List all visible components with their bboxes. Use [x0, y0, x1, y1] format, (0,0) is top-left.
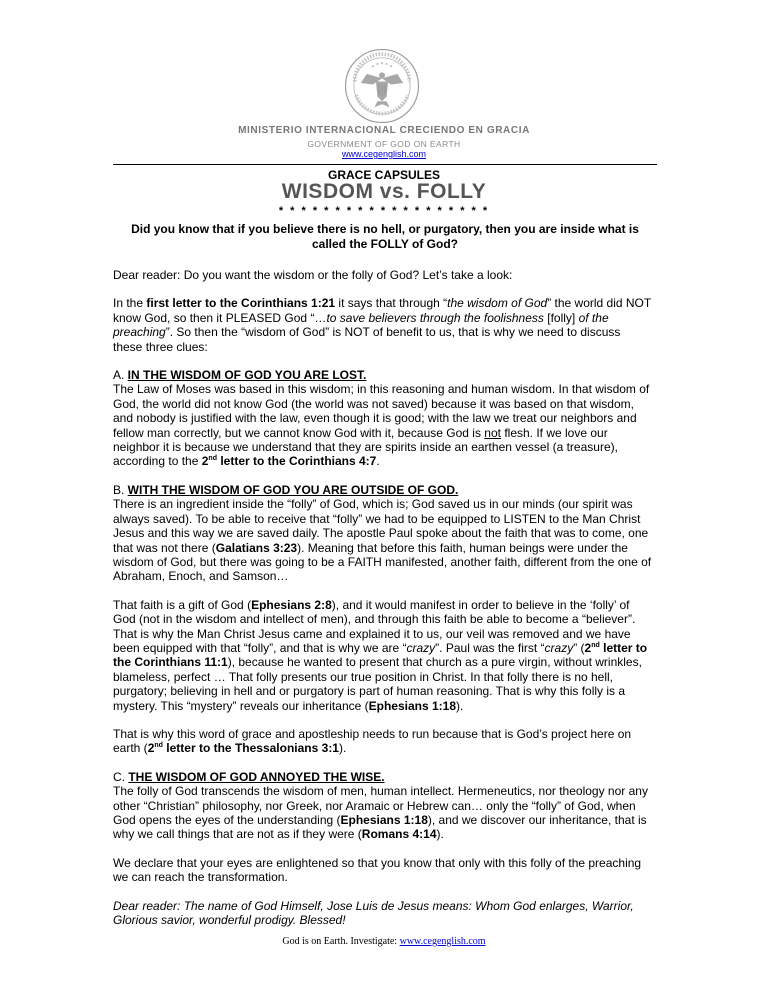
eagle-seal-icon: [344, 48, 420, 124]
section-a-heading: A. IN THE WISDOM OF GOD YOU ARE LOST.: [113, 368, 367, 383]
scripture-ref: 2nd letter to the Thessalonians 3:1: [147, 741, 339, 756]
scripture-ref: first letter to the Corinthians 1:21: [146, 296, 336, 311]
stars-divider: * * * * * * * * * * * * * * * * * * *: [278, 205, 490, 217]
government-tagline: GOVERNMENT OF GOD ON EARTH: [307, 139, 461, 149]
declaration-paragraph: We declare that your eyes are enlightened so that you know that only with this folly of the preaching we can reach the transformation.: [113, 855, 642, 885]
website-link[interactable]: www.cegenglish.com: [341, 149, 427, 159]
paragraph-corinthians: In the first letter to the Corinthians 1:21 it says that through “the wisdom of God” the world did NOT know God, so then it PLEASED God “…to save believers through the foolishness [folly] of the preaching”. So then the “wisdom of God” is NOT of benefit to us, that is why we need to discuss these three clues:: [113, 296, 652, 354]
scripture-ref: Ephesians 2:8: [251, 597, 332, 612]
scripture-ref: 2nd letter to the Corinthians 4:7: [201, 454, 377, 469]
paragraph-apostleship: That is why this word of grace and apostleship needs to run because that is God’s project here on earth (2nd letter to the Thessalonians 3:1).: [113, 726, 632, 756]
series-title: GRACE CAPSULES: [327, 168, 440, 182]
footer-text: God is on Earth. Investigate:: [282, 936, 400, 947]
article-body: [113, 268, 653, 927]
paragraph-faith: That faith is a gift of God (Ephesians 2:8), and it would manifest in order to believe in the ‘folly’ of God (not in the wisdom and intellect of men), and through this faith be able to become a “believer”. That is why the Man Christ Jesus came and explained it to us, our veil was removed and we have been equipped with that “folly”, and that is why we are “crazy”. Paul was the first “crazy” (2nd letter to the Corinthians 11:1), because he wanted to present that church as a pure virgin, without wrinkles, blameless, perfect … That folly presents our true position in Christ. In that folly there is no hell, purgatory; believing in hell and or purgatory is part of human reasoning. That is why this folly is a mystery. This “mystery” reveals our inheritance (Ephesians 1:18).: [113, 597, 648, 713]
footer: [0, 936, 768, 947]
scripture-ref: Galatians 3:23: [215, 540, 298, 555]
page-title: WISDOM vs. FOLLY: [281, 180, 487, 203]
scripture-ref: Ephesians 1:18: [368, 698, 456, 713]
section-b-heading: B. WITH THE WISDOM OF GOD YOU ARE OUTSIDE OF GOD.: [113, 482, 459, 497]
scripture-ref: 2nd letter to the Corinthians 11:1: [113, 640, 648, 670]
lead-question: Did you know that if you believe there is no hell, or purgatory, then you are inside what is called the FOLLY of God?: [131, 222, 639, 251]
section-a-body: The Law of Moses was based in this wisdom; in this reasoning and human wisdom. In that wisdom of God, the world did not know God (the world was not saved) because it was based on that wisdom, and nobody is justified with the law, even though it is good; with the law we treat our neighbors and fellow man correctly, but we cannot know God with it, because God is not flesh. If we love our neighbor it is because we understand that they are spirits inside an earthen vessel (a treasure), according to the 2nd letter to the Corinthians 4:7.: [113, 382, 650, 469]
footer-link[interactable]: www.cegenglish.com: [399, 936, 486, 947]
scripture-ref: Ephesians 1:18: [340, 813, 428, 827]
section-c-heading: C. THE WISDOM OF GOD ANNOYED THE WISE.: [113, 769, 385, 784]
intro-paragraph: Dear reader: Do you want the wisdom or the folly of God? Let’s take a look:: [113, 268, 513, 282]
scripture-ref: Romans 4:14: [361, 827, 437, 842]
section-c-body: The folly of God transcends the wisdom of men, human intellect. Hermeneutics, nor theology nor any other “Christian” philosophy, nor Greek, nor Aramaic or Hebrew can… only the “folly” of God, when God opens the eyes of the understanding (Ephesians 1:18), and we discover our inheritance, that is why we call things that are not as if they were (Romans 4:14).: [113, 784, 648, 842]
organization-name: MINISTERIO INTERNACIONAL CRECIENDO EN GRACIA: [238, 125, 530, 136]
closing-paragraph: Dear reader: The name of God Himself, Jose Luis de Jesus means: Whom God enlarges, Warrior, Glorious savior, wonderful prodigy. Blessed!: [113, 898, 634, 928]
header-divider: [113, 164, 657, 165]
section-b-body: There is an ingredient inside the “folly” of God, which is; God saved us in our minds (our spirit was always saved). To be able to receive that “folly” we had to be equipped to LISTEN to the Man Christ Jesus and this way we are saved daily. The apostle Paul spoke about the faith that was to come, one that was not there (Galatians 3:23). Meaning that before this faith, human beings were under the wisdom of God, but there was going to be a FAITH manifested, another faith, different from the one of Abraham, Enoch, and Samson…: [113, 497, 652, 584]
